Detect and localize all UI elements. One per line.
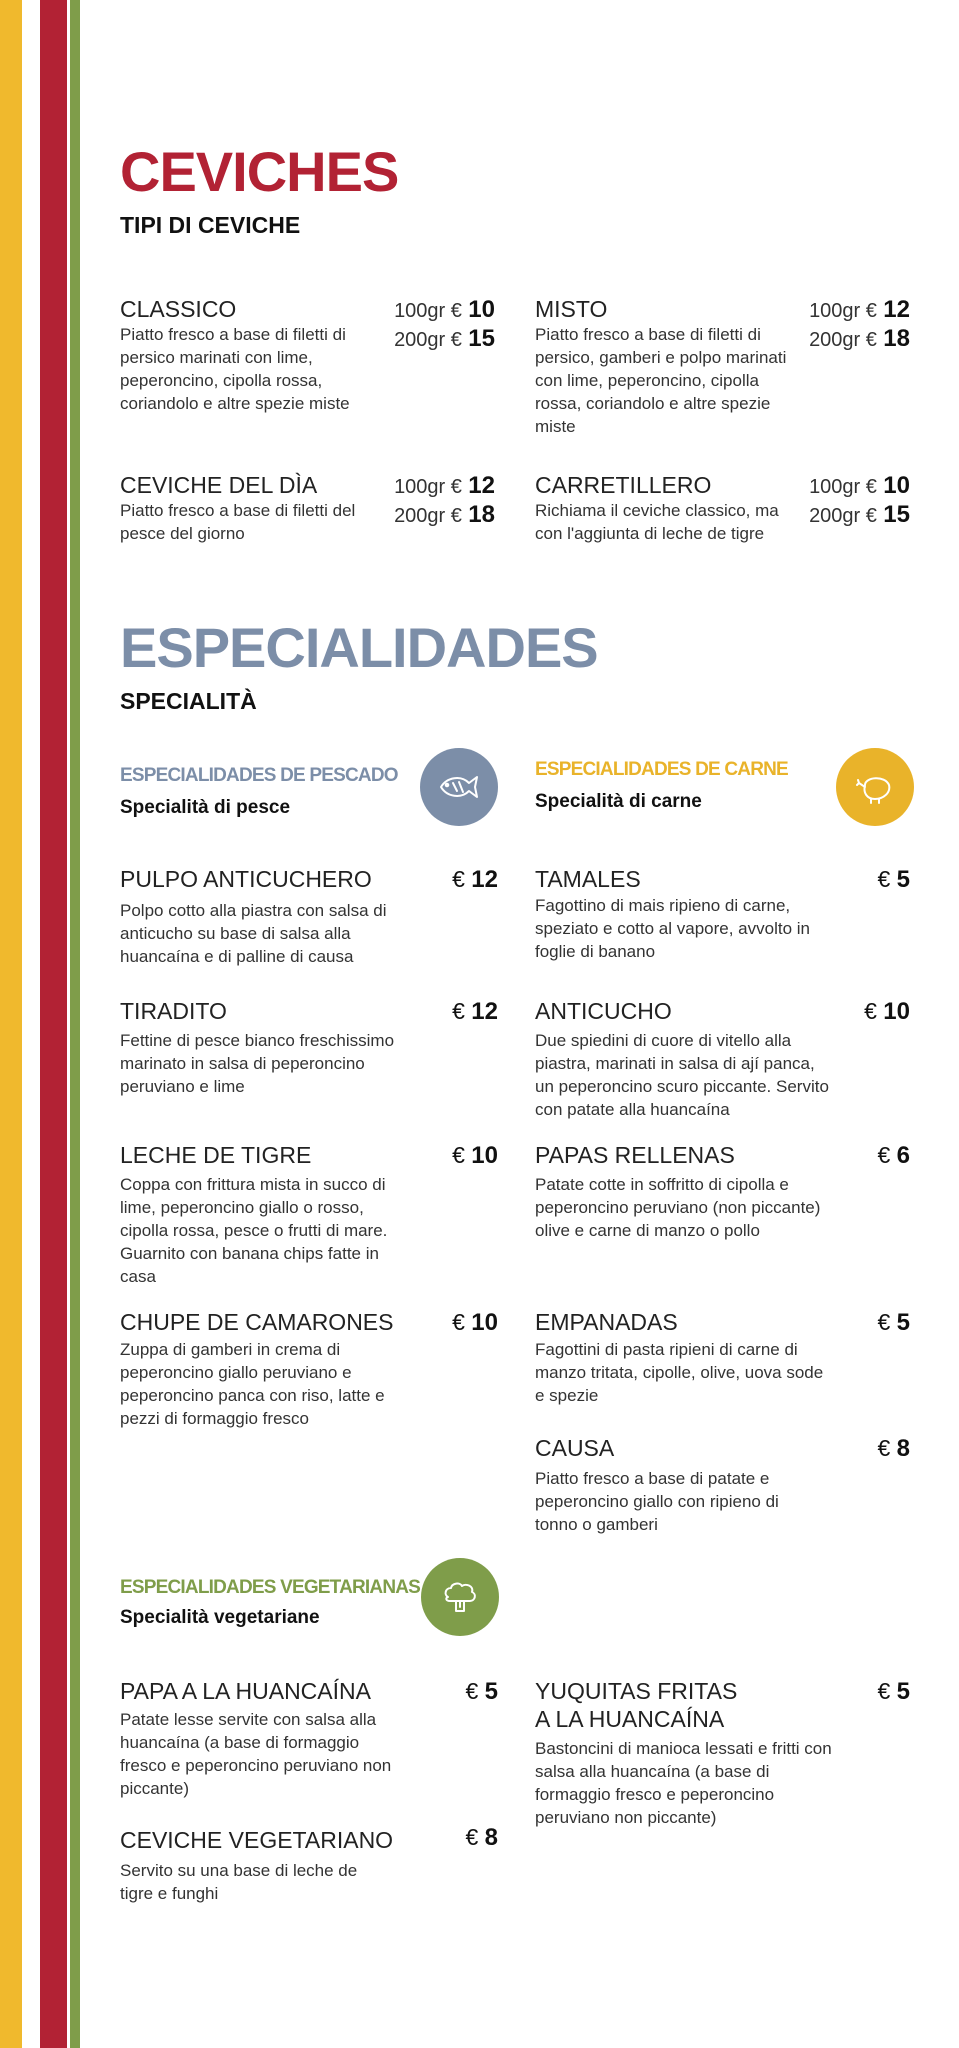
anticucho-desc: Due spiedini di cuore di vitello alla piastra, marinati in salsa di ají panca, un peperoncino scuro piccante. Servito con patate alla huancaína [535, 1031, 829, 1119]
anticucho-name: ANTICUCHO [535, 998, 672, 1024]
ceviche-del-dia-desc: Piatto fresco a base di filetti del pesce del giorno [120, 501, 356, 543]
ceviche-carretillero-desc: Richiama il ceviche classico, ma con l'aggiunta di leche de tigre [535, 501, 779, 543]
carne-heading: ESPECIALIDADES DE CARNE [535, 759, 788, 780]
papas-rellenas-name: PAPAS RELLENAS [535, 1142, 735, 1168]
vegetarianas-subheading: Specialità vegetariane [120, 1607, 320, 1628]
yuquitas-fritas-name-line2: A LA HUANCAÍNA [535, 1706, 725, 1732]
ceviche-vegetariano-desc: Servito su una base di leche de tigre e funghi [120, 1861, 358, 1903]
ceviches-subtitle: TIPI DI CEVICHE [120, 212, 301, 238]
chupe-de-camarones-name: CHUPE DE CAMARONES [120, 1309, 394, 1335]
carne-subheading: Specialità di carne [535, 791, 702, 812]
tiradito-desc: Fettine di pesce bianco freschissimo marinato in salsa di peperoncino peruviano e lime [120, 1031, 395, 1096]
ceviche-classico-name: CLASSICO [120, 296, 237, 322]
papas-rellenas-desc: Patate cotte in soffritto di cipolla e peperoncino peruviano (non piccante) olive e carne di manzo o pollo [535, 1175, 821, 1240]
papa-a-la-huancaina-desc: Patate lesse servite con salsa alla huancaína (a base di formaggio fresco e peperoncino peruviano non piccante) [120, 1710, 392, 1798]
tiradito-price: € 12 [452, 998, 498, 1025]
causa-name: CAUSA [535, 1435, 615, 1461]
broccoli-icon [421, 1558, 499, 1636]
ceviche-misto-name: MISTO [535, 296, 608, 322]
tiradito-name: TIRADITO [120, 998, 227, 1024]
pulpo-anticuchero-desc: Polpo cotto alla piastra con salsa di anticucho su base di salsa alla huancaína e di palline di causa [120, 901, 387, 966]
green-stripe [70, 0, 80, 2048]
ceviche-vegetariano-name: CEVICHE VEGETARIANO [120, 1827, 394, 1853]
ceviche-del-dia-name: CEVICHE DEL DÌA [120, 472, 318, 498]
ceviche-classico-desc: Piatto fresco a base di filetti di persico marinati con lime, peperoncino, cipolla rossa, coriandolo e altre spezie miste [120, 325, 350, 413]
ceviche-misto-price-100: 100gr € 12 [809, 296, 910, 323]
yuquitas-fritas-desc: Bastoncini di manioca lessati e fritti con salsa alla huancaína (a base di formaggio fresco e peperoncino peruviano non piccante) [535, 1739, 832, 1827]
papa-a-la-huancaina-price: € 5 [465, 1678, 498, 1705]
ceviches-title: CEVICHES [120, 140, 399, 203]
chupe-de-camarones-price: € 10 [452, 1309, 498, 1336]
papas-rellenas-price: € 6 [877, 1142, 910, 1169]
ceviche-del-dia-price-200: 200gr € 18 [394, 501, 495, 528]
leche-de-tigre-price: € 10 [452, 1142, 498, 1169]
pescado-subheading: Specialità di pesce [120, 797, 291, 818]
leche-de-tigre-name: LECHE DE TIGRE [120, 1142, 312, 1168]
pulpo-anticuchero-name: PULPO ANTICUCHERO [120, 866, 372, 892]
vegetarianas-heading: ESPECIALIDADES VEGETARIANAS [120, 1577, 421, 1598]
tamales-name: TAMALES [535, 866, 641, 892]
yellow-stripe [0, 0, 22, 2048]
ceviche-carretillero-name: CARRETILLERO [535, 472, 712, 498]
yuquitas-fritas-name-line1: YUQUITAS FRITAS [535, 1678, 738, 1704]
papa-a-la-huancaina-name: PAPA A LA HUANCAÍNA [120, 1678, 371, 1704]
tamales-desc: Fagottino di mais ripieno di carne, speziato e cotto al vapore, avvolto in foglie di banano [535, 896, 810, 961]
causa-price: € 8 [877, 1435, 910, 1462]
ceviche-misto-price-200: 200gr € 18 [809, 325, 910, 352]
ceviche-vegetariano-price: € 8 [465, 1824, 498, 1851]
ceviche-classico-price-100: 100gr € 10 [394, 296, 495, 323]
pescado-heading: ESPECIALIDADES DE PESCADO [120, 765, 398, 786]
empanadas-desc: Fagottini di pasta ripieni di carne di manzo tritata, cipolle, olive, uova sode e spezie [535, 1340, 824, 1405]
fish-icon [420, 748, 498, 826]
ceviche-misto-desc: Piatto fresco a base di filetti di persico, gamberi e polpo marinati con lime, peperoncino, cipolla rossa, coriandolo e altre spezie miste [535, 325, 787, 436]
tamales-price: € 5 [877, 866, 910, 893]
ceviche-carretillero-price-100: 100gr € 10 [809, 472, 910, 499]
ceviche-classico-price-200: 200gr € 15 [394, 325, 495, 352]
especialidades-subtitle: SPECIALITÀ [120, 688, 257, 714]
chicken-icon [836, 748, 914, 826]
yuquitas-fritas-price: € 5 [877, 1678, 910, 1705]
anticucho-price: € 10 [864, 998, 910, 1025]
especialidades-title: ESPECIALIDADES [120, 616, 598, 679]
causa-desc: Piatto fresco a base di patate e peperoncino giallo con ripieno di tonno o gamberi [535, 1469, 779, 1534]
chupe-de-camarones-desc: Zuppa di gamberi in crema di peperoncino giallo peruviano e peperoncino panca con riso, latte e pezzi di formaggio fresco [120, 1340, 385, 1428]
ceviche-del-dia-price-100: 100gr € 12 [394, 472, 495, 499]
red-stripe [40, 0, 67, 2048]
empanadas-price: € 5 [877, 1309, 910, 1336]
pulpo-anticuchero-price: € 12 [452, 866, 498, 893]
ceviche-carretillero-price-200: 200gr € 15 [809, 501, 910, 528]
leche-de-tigre-desc: Coppa con frittura mista in succo di lime, peperoncino giallo o rosso, cipolla rossa, pesce o frutti di mare. Guarnito con banana chips fatte in casa [120, 1175, 388, 1286]
empanadas-name: EMPANADAS [535, 1309, 678, 1335]
